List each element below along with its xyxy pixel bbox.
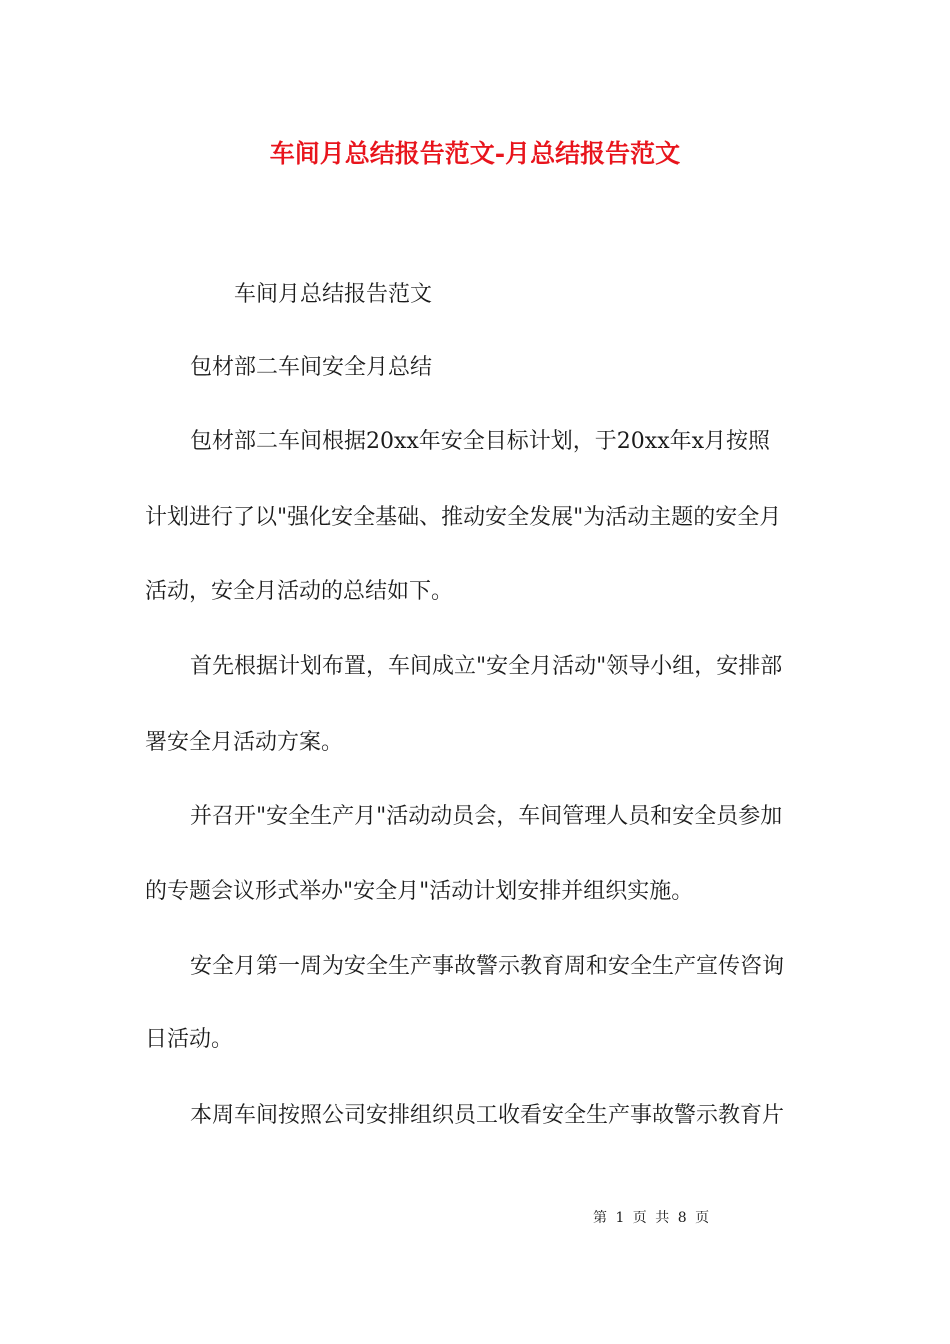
paragraph-line: 首先根据计划布置，车间成立"安全月活动"领导小组，安排部 xyxy=(190,654,783,679)
paragraph-line: 计划进行了以"强化安全基础、推动安全发展"为活动主题的安全月 xyxy=(145,505,782,530)
paragraph-line: 包材部二车间根据20xx年安全目标计划，于20xx年x月按照 xyxy=(190,429,771,454)
document-title: 车间月总结报告范文-月总结报告范文 xyxy=(269,139,681,168)
paragraph-line: 日活动。 xyxy=(145,1027,234,1052)
paragraph-line: 并召开"安全生产月"活动动员会，车间管理人员和安全员参加 xyxy=(190,804,783,829)
subtitle-line: 车间月总结报告范文 xyxy=(234,282,433,307)
section-heading: 包材部二车间安全月总结 xyxy=(190,355,433,380)
paragraph-line: 本周车间按照公司安排组织员工收看安全生产事故警示教育片 xyxy=(190,1103,785,1128)
paragraph-line: 的专题会议形式举办"安全月"活动计划安排并组织实施。 xyxy=(145,879,694,904)
page-number-footer: 第 1 页 共 8 页 xyxy=(593,1210,710,1226)
paragraph-line: 安全月第一周为安全生产事故警示教育周和安全生产宣传咨询 xyxy=(190,954,785,979)
paragraph-line: 署安全月活动方案。 xyxy=(145,730,344,755)
paragraph-line: 活动，安全月活动的总结如下。 xyxy=(145,579,454,604)
